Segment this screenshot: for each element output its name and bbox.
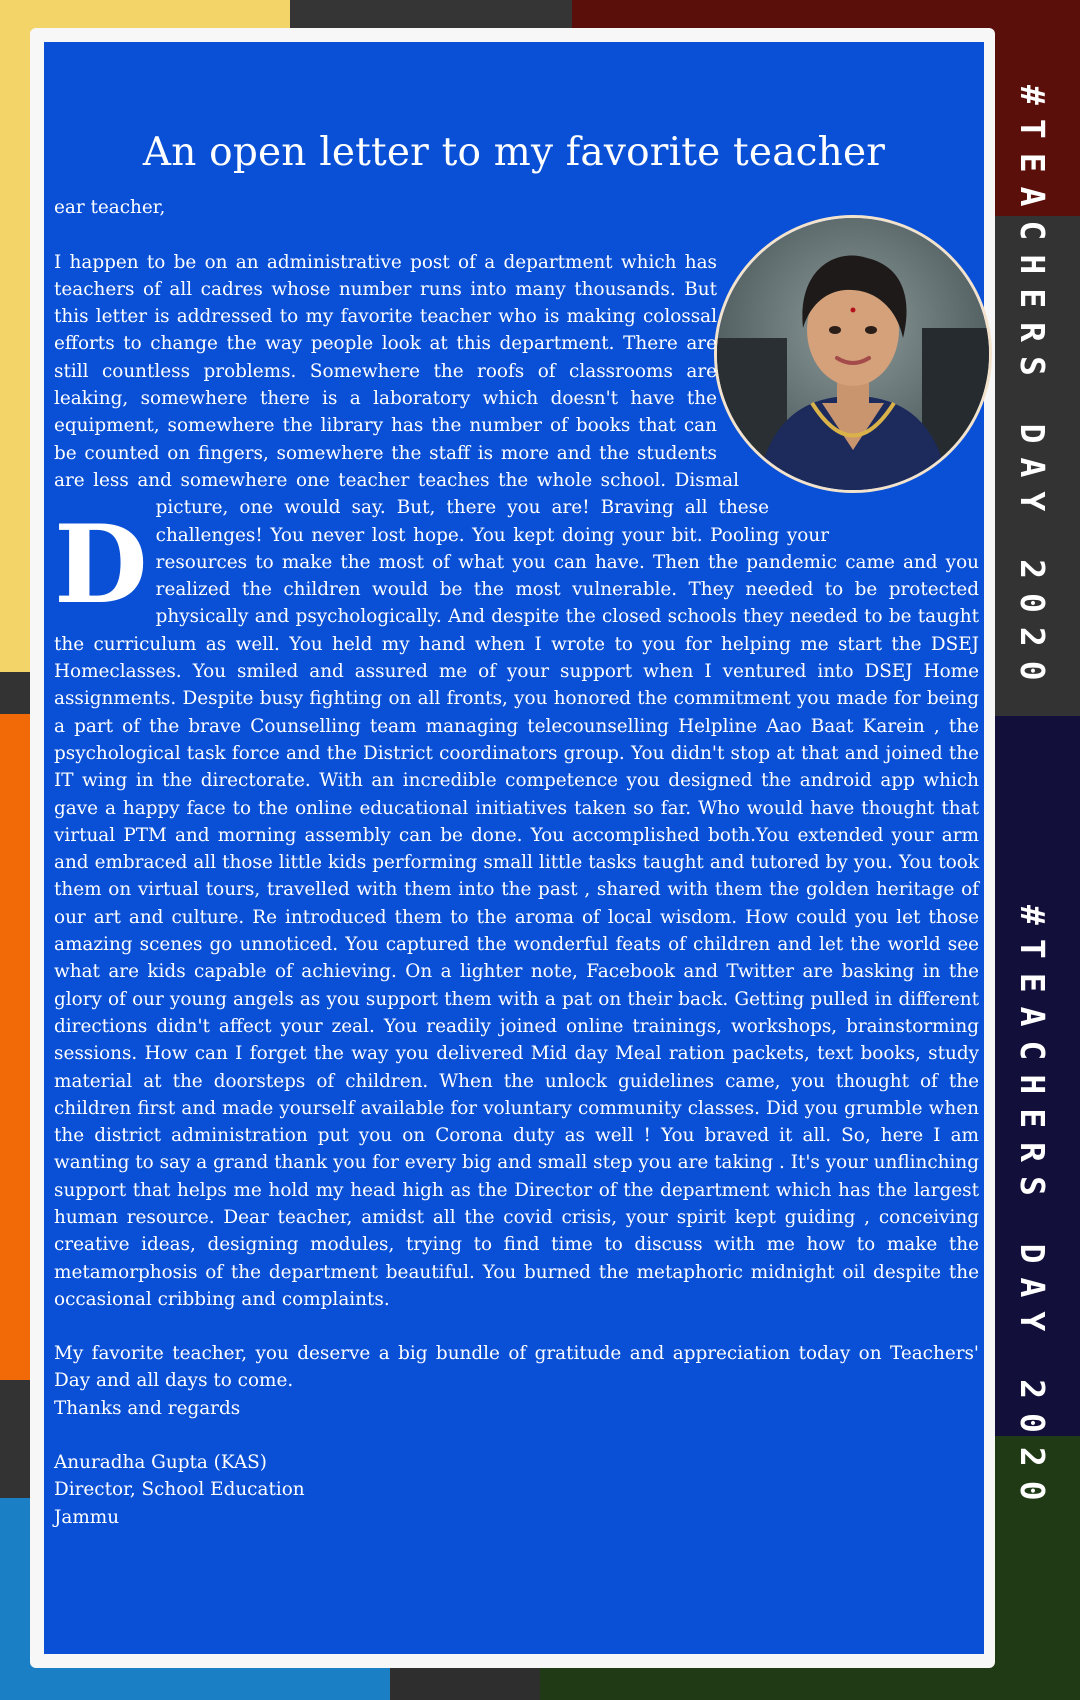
letter-paragraph: I happen to be on an administrative post of a department which has teachers of all cadres whose number runs into many thousands. But this letter is addressed to my favorite teacher who is making colossal efforts to change the way people look at this department. There are still countless problems. Somewhere the roofs of classrooms are leaking, somewhere there is a laboratory which doesn't have the equipment, somewhere the library has the number of books that can be counted on fingers, somewhere the staff is more and the students are less and somewhere one teacher teaches the whole school. Dismal picture, one would say. But, there you are! Braving all these challenges! You never lost hope. You kept doing your bit. Pooling your resources to make the most of what you can have. Then the pandemic came and you realized the children would be the most vulnerable. They needed to be protected physically and psychologically. And despite the closed schools they needed to be taught the curriculum as well. You held my hand when I wrote to you for helping me start the DSEJ Homeclasses. You smiled and assured me of your support when I ventured into DSEJ Home assignments. Despite busy fighting on all fronts, you honored the commitment you made for being a part of the brave Counselling team managing telecounselling Helpline Aao Baat Karein , the psychological task force and the District coordinators group. You didn't stop at that and joined the IT wing in the directorate. With an incredible competence you designed the android app which gave a happy face to the online educational initiatives taken so far. Who would have thought that virtual PTM and morning assembly can be done. You accomplished both.You extended your arm and embraced all those little kids performing small little tasks taught and tutored by you. You took them on virtual tours, travelled with them into the past , shared with them the golden heritage of our art and culture. Re introduced them to the aroma of local wisdom. How could you let those amazing scenes go unnoticed. You captured the wonderful feats of children and let the world see what are kids capable of achieving. On a lighter note, Facebook and Twitter are basking in the glory of our young angels as you support them with a pat on their back. Getting pulled in different directions didn't affect your zeal. You readily joined online trainings, workshops, brainstorming sessions. How can I forget the way you delivered Mid day Meal ration packets, text books, study material at the doorsteps of children. When the unlock guidelines came, you thought of the children first and made yourself available for voluntary community classes. Did you grumble when the district administration put you on Corona duty as well ! You braved it all. So, here I am wanting to say a grand thank you for every big and small step you are taking . It's your unflinching support that helps me hold my head high as the Director of the department which has the largest human resource. Dear teacher, amidst all the covid crisis, your spirit kept guiding , conceiving creative ideas, designing modules, trying to find time to discuss with me how to make the metamorphosis of the department beautiful. You burned the metaphoric midnight oil despite the occasional cribbing and complaints.	[54, 251, 979, 1310]
page-title: An open letter to my favorite teacher	[142, 130, 886, 175]
signature-place: Jammu	[54, 1506, 120, 1528]
portrait-wrap-spacer	[769, 480, 979, 508]
signature-title: Director, School Education	[54, 1479, 305, 1501]
side-hashtag-bottom	[985, 860, 1080, 1560]
greeting: ear teacher,	[54, 197, 166, 218]
portrait-wrap-spacer	[829, 508, 979, 536]
portrait-wrap-spacer	[739, 452, 979, 480]
signature-name: Anuradha Gupta (KAS)	[54, 1452, 267, 1474]
closing-regards: Thanks and regards	[54, 1397, 241, 1419]
paragraph-gap	[54, 1313, 979, 1340]
letter-card	[44, 42, 984, 1654]
paragraph-gap	[54, 1422, 979, 1449]
hashtag-text: #TEACHERS DAY 2020	[1013, 905, 1052, 1515]
letter-body	[54, 194, 979, 1531]
closing-paragraph: My favorite teacher, you deserve a big bundle of gratitude and appreciation today on Teachers' Day and all days to come.	[54, 1343, 979, 1392]
side-hashtag-top	[985, 40, 1080, 740]
portrait-wrap-spacer	[717, 194, 979, 452]
hashtag-text: #TEACHERS DAY 2020	[1013, 85, 1052, 695]
drop-cap: D	[54, 502, 148, 628]
